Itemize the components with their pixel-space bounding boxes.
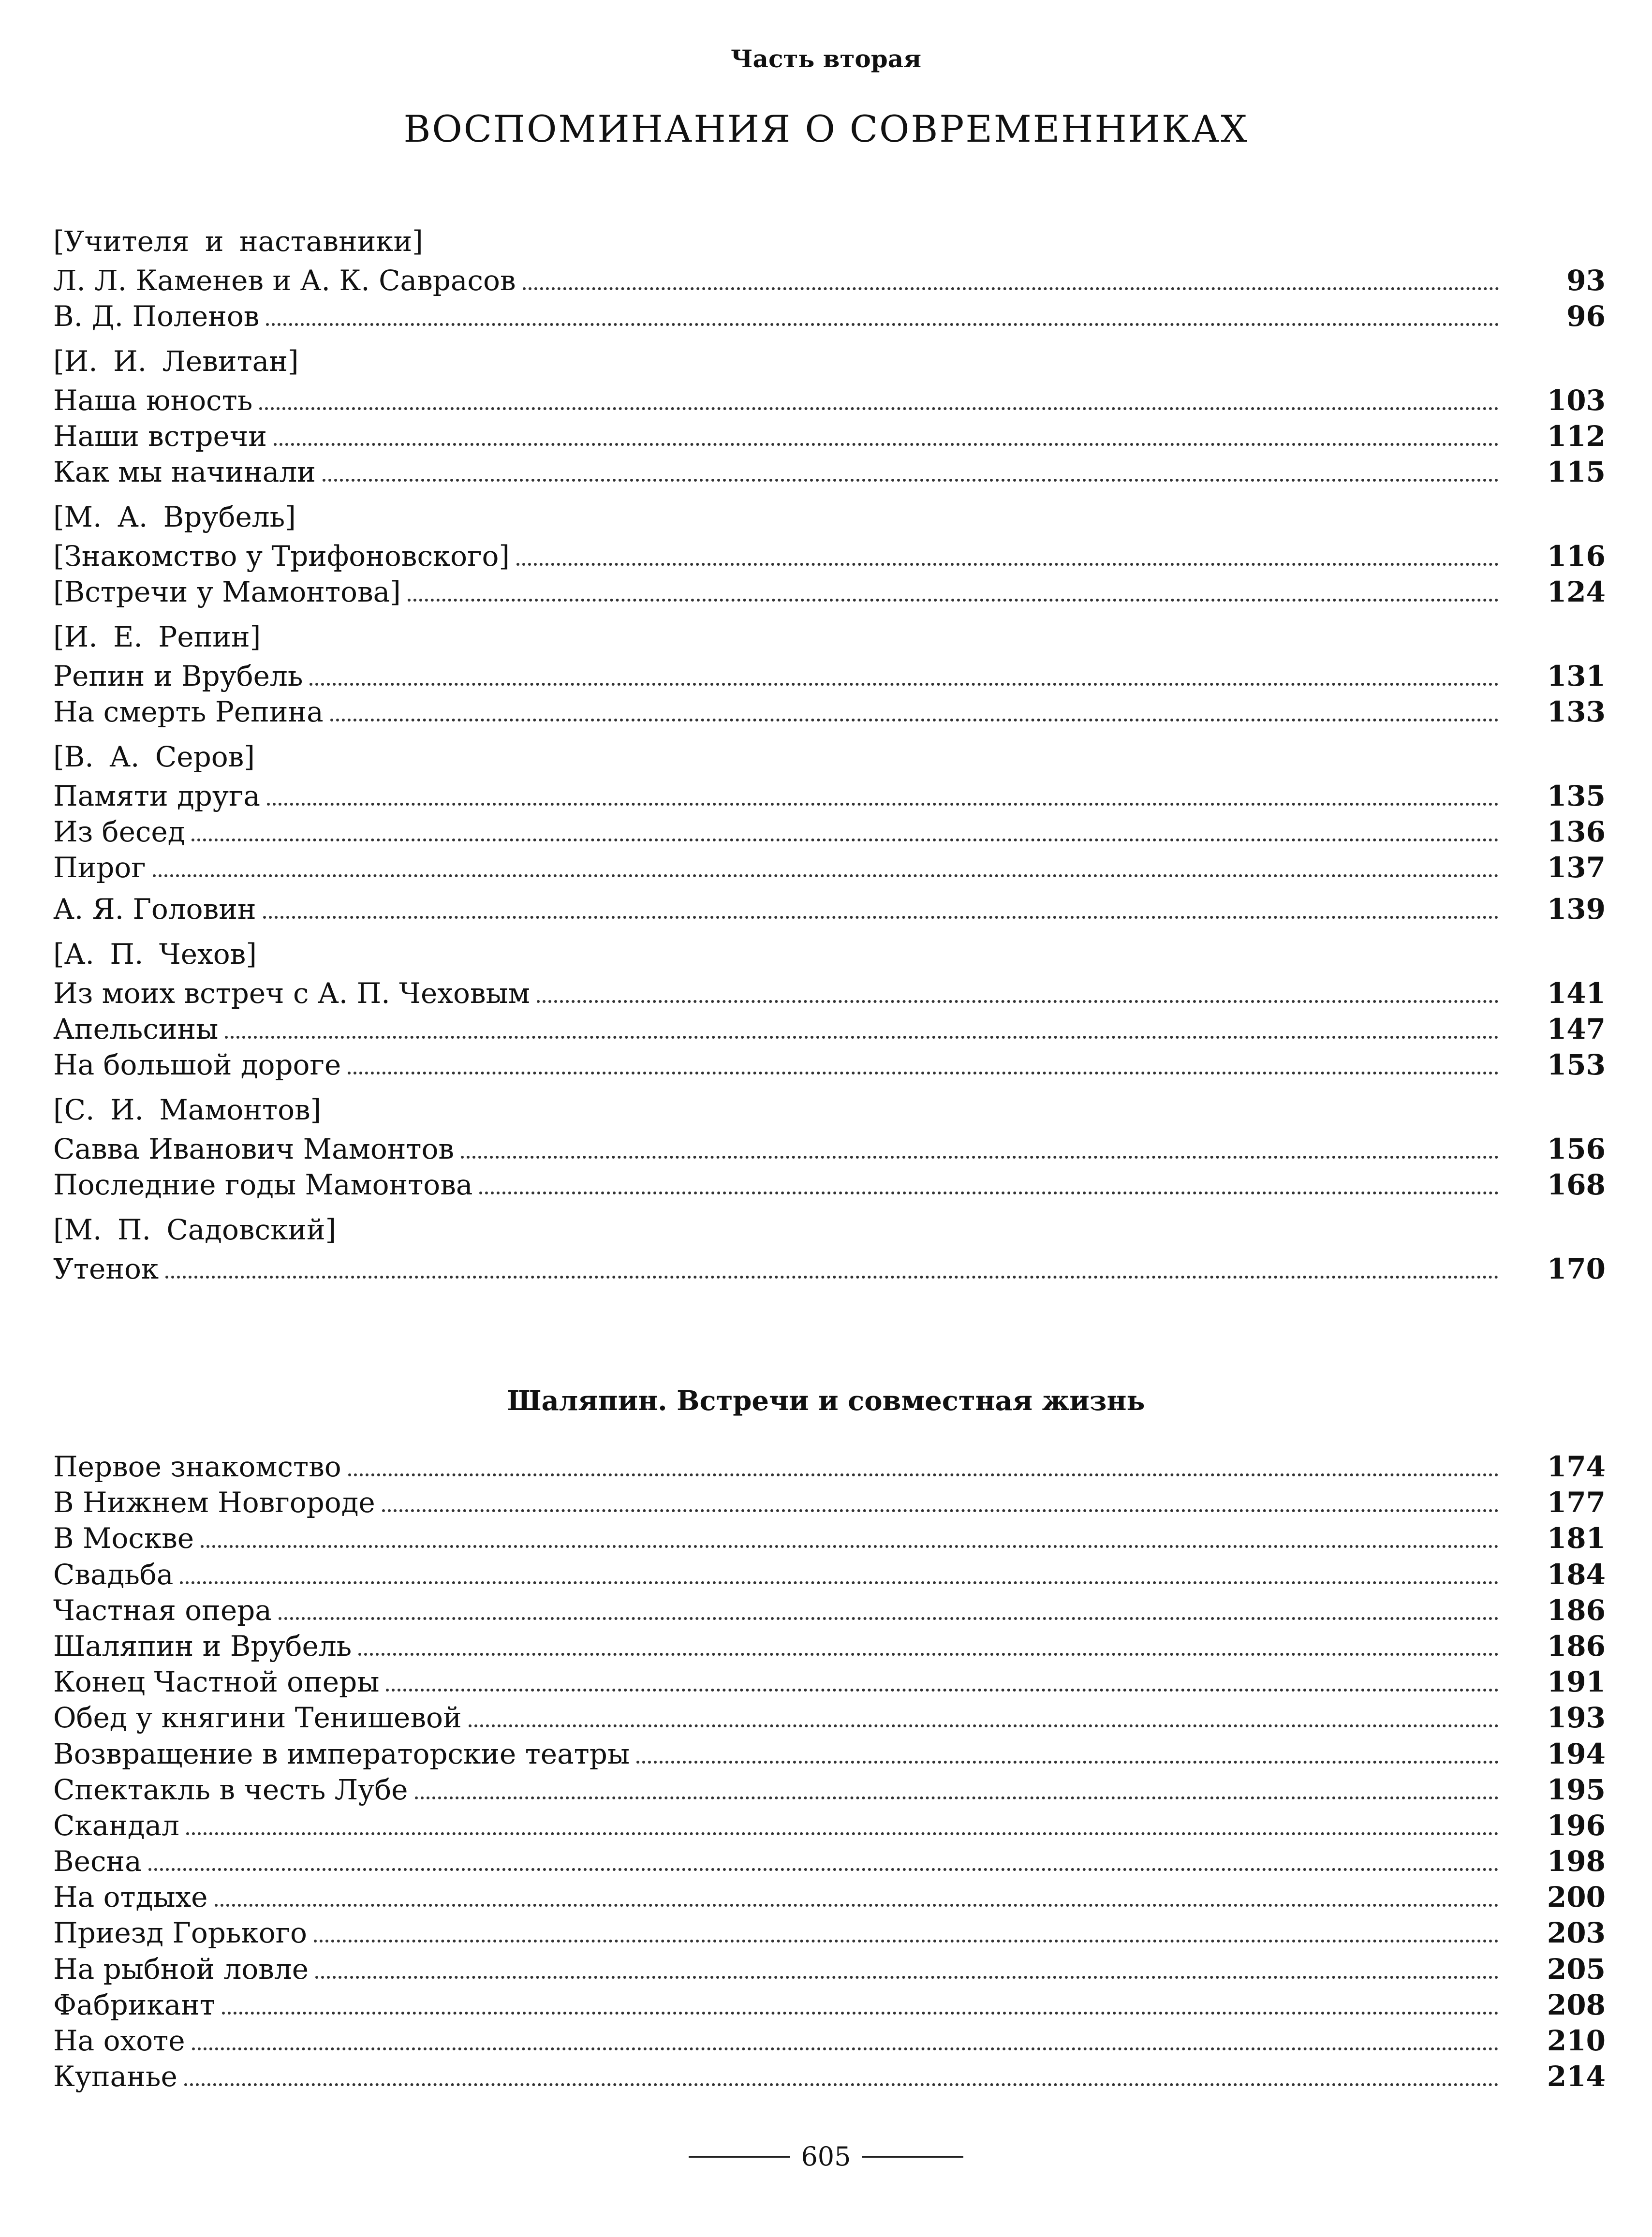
toc-entry-title: Скандал [53,1809,179,1842]
toc-entry [53,574,1606,610]
toc-entry-title: [Знакомство у Трифоновского] [53,540,510,573]
dot-leader-wrap [219,2012,1547,2021]
toc-entry [53,1167,1606,1203]
toc-entry-title: Первое знакомство [53,1450,341,1483]
toc-entry-page: 186 [1547,1629,1606,1663]
dot-leader [523,287,1499,290]
page-footer [0,2141,1652,2172]
toc-group [53,1089,1606,1203]
toc-entry-title: А. Я. Головин [53,893,256,926]
dot-leader [348,1473,1499,1476]
toc-entry-page: 133 [1547,695,1606,728]
toc-entry [53,1700,1606,1736]
toc-entry [53,778,1606,814]
toc-group [53,220,1606,334]
toc-entry [53,1592,1606,1628]
toc-entry [53,1664,1606,1700]
toc-entry-title: Репин и Врубель [53,660,303,692]
toc-group-heading: [А. П. Чехов] [53,938,257,971]
toc-entry [53,1251,1606,1287]
toc-entry-title: Как мы начинали [53,456,316,488]
toc-entry-title: На рыбной ловле [53,1952,309,1986]
dot-leader-wrap [189,2047,1547,2057]
dot-leader [192,2047,1499,2050]
dot-leader [266,323,1499,326]
dot-leader [348,1072,1499,1074]
dot-leader [274,443,1499,446]
dot-leader-wrap [162,1276,1547,1285]
toc-entry-page: 194 [1547,1737,1606,1770]
toc-entry [53,1843,1606,1879]
dot-leader [184,2083,1499,2086]
toc-entry-page: 168 [1547,1168,1606,1201]
toc-entry [53,1879,1606,1915]
dot-leader [165,1276,1499,1279]
toc-group-heading: [В. А. Серов] [53,740,255,773]
toc-entry [53,850,1606,885]
dot-leader [408,599,1499,602]
toc-entry [53,263,1606,298]
toc-entry [53,1987,1606,2023]
dot-leader [469,1724,1499,1727]
toc-entry-page: 186 [1547,1593,1606,1627]
toc-group [53,340,1606,490]
toc-entry-title: На охоте [53,2024,185,2057]
dot-leader-wrap [476,1192,1547,1201]
toc-entry-title: В Нижнем Новгороде [53,1486,375,1519]
toc-entry-title: Из моих встреч с А. П. Чеховым [53,977,530,1010]
toc-entry-page: 103 [1547,384,1606,417]
toc-entry [53,1915,1606,1951]
toc-entry [53,1047,1606,1083]
toc-entry [53,891,1606,927]
dot-leader-wrap [379,1509,1547,1519]
dot-leader [537,1000,1499,1003]
toc-entry-page: 184 [1547,1558,1606,1591]
toc-group-heading: [Учителя и наставники] [53,225,423,258]
dot-leader-wrap [458,1156,1547,1165]
footer-dash-left [689,2156,790,2158]
page-number: 605 [801,2141,851,2172]
toc-entry-title: Возвращение в императорские театры [53,1737,630,1770]
toc-entry-page: 115 [1547,456,1606,488]
toc-entry [53,418,1606,454]
dot-leader-wrap [146,1868,1547,1878]
toc-group-heading: [М. А. Врубель] [53,500,296,533]
toc-entry [53,298,1606,334]
toc-entry-page: 174 [1547,1450,1606,1483]
toc-entry [53,1736,1606,1772]
toc-entry [53,975,1606,1011]
dot-leader-wrap [355,1653,1547,1663]
dot-leader-wrap [320,479,1547,488]
dot-leader-wrap [466,1724,1547,1734]
toc-entry-page: 196 [1547,1809,1606,1842]
toc-entry-title: Частная опера [53,1593,272,1627]
toc-entry-title: Приезд Горького [53,1916,307,1950]
toc-entry-page: 131 [1547,660,1606,692]
dot-leader-wrap [177,1581,1547,1591]
dot-leader [310,683,1499,686]
dot-leader [263,916,1499,919]
dot-leader [330,719,1499,721]
dot-leader-wrap [534,1000,1547,1010]
toc-entry-page: 181 [1547,1522,1606,1555]
dot-leader-wrap [198,1545,1547,1555]
toc-entry [53,1951,1606,1987]
toc-group-heading: [С. И. Мамонтов] [53,1093,322,1126]
toc-entry-title: Наша юность [53,384,253,417]
toc-entry-page: 208 [1547,1988,1606,2021]
toc-group-heading: [М. П. Садовский] [53,1213,337,1246]
toc-entry-title: В. Д. Поленов [53,300,260,333]
dot-leader [323,479,1499,482]
dot-leader-wrap [260,916,1547,926]
dot-leader-wrap [311,1940,1547,1949]
dot-leader-wrap [263,323,1548,333]
dot-leader-wrap [307,683,1547,692]
dot-leader [279,1617,1499,1620]
dot-leader [314,1940,1499,1943]
toc-entry-title: Конец Частной оперы [53,1665,380,1699]
dot-leader [180,1581,1499,1584]
dot-leader-wrap [264,803,1547,812]
toc-entry-page: 93 [1566,264,1606,297]
dot-leader-wrap [312,1976,1547,1986]
toc-entry [53,1772,1606,1808]
toc-entry-page: 193 [1547,1701,1606,1735]
toc-entry-title: Утенок [53,1252,159,1285]
dot-leader [461,1156,1499,1159]
toc-entry-page: 116 [1547,540,1606,573]
dot-leader [148,1868,1499,1871]
toc-entry-page: 200 [1547,1881,1606,1914]
toc-entry-page: 147 [1547,1013,1606,1045]
toc-group [53,891,1606,927]
toc-entry [53,1557,1606,1592]
toc-group-heading: [И. И. Левитан] [53,345,299,378]
dot-leader-wrap [412,1796,1547,1806]
toc-entry [53,1628,1606,1664]
toc-entry [53,538,1606,574]
toc-entry-page: 191 [1547,1665,1606,1699]
dot-leader [358,1653,1499,1656]
toc-entry-title: На смерть Репина [53,695,324,728]
dot-leader [386,1689,1499,1692]
dot-leader-wrap [271,443,1547,453]
toc-entry [53,1011,1606,1047]
toc-entry-title: Свадьба [53,1558,174,1591]
toc-entry-page: 205 [1547,1952,1606,1986]
toc-entry [53,1808,1606,1843]
toc-group [53,1208,1606,1287]
dot-leader-wrap [514,563,1547,573]
dot-leader-wrap [520,287,1548,297]
dot-leader-wrap [383,1689,1547,1698]
toc-entry-title: Спектакль в честь Лубе [53,1773,408,1806]
dot-leader-wrap [181,2083,1547,2093]
dot-leader [225,1036,1499,1039]
toc-entry-title: Купанье [53,2060,177,2093]
toc-entry-page: 214 [1547,2060,1606,2093]
toc-entry [53,383,1606,418]
toc-part-two [53,1449,1606,2094]
toc-entry-page: 195 [1547,1773,1606,1806]
toc-group [53,933,1606,1083]
dot-leader-wrap [222,1036,1547,1045]
toc-entry [53,1449,1606,1485]
toc-entry-page: 141 [1547,977,1606,1010]
toc-entry-title: Фабрикант [53,1988,216,2021]
toc-part-one [53,220,1606,1293]
dot-leader-wrap [345,1473,1547,1483]
toc-entry-title: Л. Л. Каменев и А. К. Саврасов [53,264,516,297]
dot-leader [382,1509,1499,1512]
dot-leader [222,2012,1499,2015]
toc-entry-page: 203 [1547,1916,1606,1950]
toc-entry-page: 112 [1547,420,1606,453]
toc-group [53,736,1606,885]
toc-entry [53,814,1606,850]
toc-entry-page: 137 [1547,851,1606,884]
toc-entry [53,694,1606,730]
toc-group [53,496,1606,610]
dot-leader-wrap [345,1072,1547,1081]
dot-leader [636,1761,1499,1764]
dot-leader [415,1796,1499,1799]
toc-entry-page: 153 [1547,1048,1606,1081]
toc-entry-title: Апельсины [53,1013,219,1045]
dot-leader-wrap [256,407,1547,417]
toc-entry [53,1485,1606,1520]
toc-entry-title: Обед у княгини Тенишевой [53,1701,462,1735]
dot-leader-wrap [405,599,1547,608]
page-title: ВОСПОМИНАНИЯ О СОВРЕМЕННИКАХ [403,107,1249,150]
dot-leader [267,803,1499,806]
dot-leader-wrap [276,1617,1547,1627]
toc-entry-title: Пирог [53,851,146,884]
toc-entry-page: 139 [1547,893,1606,926]
toc-entry-page: 156 [1547,1133,1606,1165]
dot-leader-wrap [150,874,1547,884]
footer-dash-right [862,2156,963,2158]
toc-entry-title: Последние годы Мамонтова [53,1168,473,1201]
dot-leader-wrap [634,1761,1547,1770]
toc-entry [53,2023,1606,2059]
toc-entry-title: Весна [53,1845,142,1878]
dot-leader [186,1832,1499,1835]
toc-entry-page: 210 [1547,2024,1606,2057]
section-title: Шаляпин. Встречи и совместная жизнь [507,1385,1145,1417]
toc-entry [53,658,1606,694]
toc-entry-page: 170 [1547,1252,1606,1285]
dot-leader [192,839,1499,841]
toc-entry-page: 96 [1566,300,1606,333]
toc-entry-title: В Москве [53,1522,194,1555]
dot-leader-wrap [327,719,1547,728]
toc-group [53,616,1606,730]
toc-entry-page: 177 [1547,1486,1606,1519]
dot-leader [315,1976,1499,1979]
dot-leader [215,1904,1499,1907]
toc-group-heading: [И. Е. Репин] [53,620,261,653]
toc-entry [53,1520,1606,1556]
dot-leader-wrap [183,1832,1547,1842]
toc-entry-title: Из бесед [53,815,185,848]
toc-entry-title: Наши встречи [53,420,267,453]
dot-leader-wrap [212,1904,1547,1913]
toc-entry-title: Шаляпин и Врубель [53,1629,352,1663]
toc-entry-page: 124 [1547,575,1606,608]
toc-entry-title: Савва Иванович Мамонтов [53,1133,455,1165]
toc-entry-page: 198 [1547,1845,1606,1878]
toc-entry [53,2059,1606,2094]
dot-leader [479,1192,1498,1194]
toc-entry-title: Памяти друга [53,780,260,812]
part-label: Часть вторая [730,44,922,73]
dot-leader [516,563,1499,566]
toc-entry-title: На большой дороге [53,1048,341,1081]
toc-entry-page: 136 [1547,815,1606,848]
toc-entry-title: [Встречи у Мамонтова] [53,575,401,608]
toc-entry [53,1131,1606,1167]
toc-entry [53,454,1606,490]
toc-entry-page: 135 [1547,780,1606,812]
dot-leader [201,1545,1499,1548]
dot-leader [259,407,1499,410]
dot-leader [153,874,1499,877]
toc-entry-title: На отдыхе [53,1881,208,1914]
dot-leader-wrap [189,839,1547,848]
